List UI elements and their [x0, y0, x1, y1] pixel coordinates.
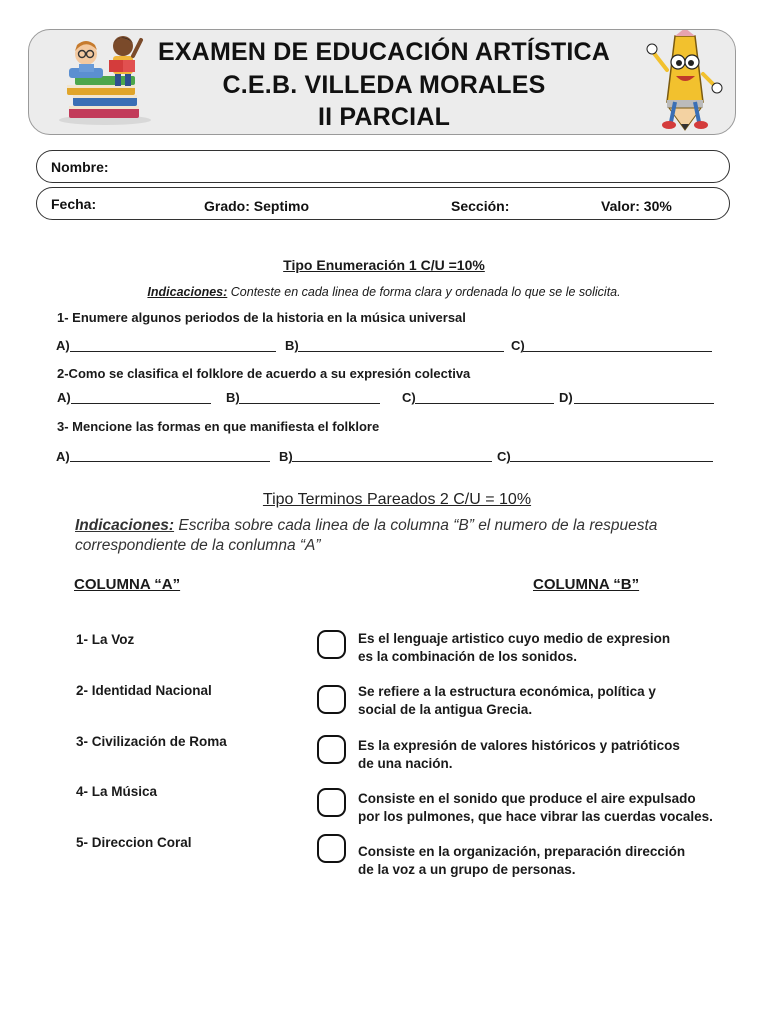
column-b-item-5 [358, 843, 685, 879]
q3-option-c-label: C) [497, 449, 511, 464]
answer-box-1[interactable] [317, 630, 346, 659]
q1-answer-b-line[interactable] [298, 351, 504, 352]
q2-option-d-label: D) [559, 390, 573, 405]
column-b-item-4-line-1: Consiste en el sonido que produce el aire expulsado [358, 791, 696, 806]
q2-answer-c-line[interactable] [415, 403, 554, 404]
q2-answer-d-line[interactable] [574, 403, 714, 404]
q3-answer-a-line[interactable] [70, 461, 270, 462]
section2-title: Tipo Terminos Pareados 2 C/U = 10% [262, 491, 532, 508]
column-b-item-2 [358, 683, 656, 719]
q2-answer-b-line[interactable] [239, 403, 380, 404]
question-3: 3- Mencione las formas en que manifiesta el folklore [57, 419, 380, 434]
q2-answer-a-line[interactable] [71, 403, 211, 404]
date-label: Fecha: [51, 196, 97, 212]
q1-option-c-label: C) [511, 338, 525, 353]
column-b-item-1 [358, 630, 670, 666]
column-b-item-5-line-2: de la voz a un grupo de personas. [358, 862, 576, 877]
column-b-item-3-line-2: de una nación. [358, 756, 453, 771]
answer-box-3[interactable] [317, 735, 346, 764]
column-b-item-4-line-2: por los pulmones, que hace vibrar las cuerdas vocales. [358, 809, 713, 824]
pencil-mascot-illustration [645, 30, 725, 134]
column-a-item-3: 3- Civilización de Roma [76, 734, 227, 749]
q3-option-a-label: A) [56, 449, 70, 464]
section1-instructions [0, 285, 768, 299]
q1-answer-a-line[interactable] [70, 351, 276, 352]
column-b-item-1-line-1: Es el lenguaje artistico cuyo medio de expresion [358, 631, 671, 646]
name-field[interactable] [36, 150, 730, 183]
column-b-item-3-line-1: Es la expresión de valores históricos y patrióticos [358, 738, 680, 753]
column-b-item-2-line-2: social de la antigua Grecia. [358, 702, 533, 717]
column-b-item-2-line-1: Se refiere a la estructura económica, política y [358, 684, 656, 699]
column-b-item-1-line-2: es la combinación de los sonidos. [358, 649, 578, 664]
section-label: Sección: [451, 198, 510, 214]
section2-instructions [75, 516, 657, 556]
column-a-item-1: 1- La Voz [76, 632, 135, 647]
q2-option-c-label: C) [402, 390, 416, 405]
column-b-item-4 [358, 790, 713, 826]
term-title: II PARCIAL [317, 103, 451, 131]
exam-title: EXAMEN DE EDUCACIÓN ARTÍSTICA [157, 38, 611, 66]
column-a-header: COLUMNA “A” [74, 576, 181, 593]
section1-instructions-text: Conteste en cada linea de forma clara y ordenada lo que se le solicita. [227, 285, 621, 299]
q2-option-b-label: B) [226, 390, 240, 405]
section2-instructions-text-1: Escriba sobre cada linea de la columna “B” el numero de la respuesta [174, 517, 658, 534]
value-label: Valor: 30% [601, 198, 672, 214]
section1-instructions-label: Indicaciones: [147, 285, 228, 299]
name-label: Nombre: [51, 159, 109, 175]
column-a-item-4: 4- La Música [76, 784, 158, 799]
q3-answer-c-line[interactable] [510, 461, 713, 462]
column-b-item-3 [358, 737, 680, 773]
q1-answer-c-line[interactable] [523, 351, 712, 352]
q3-answer-b-line[interactable] [292, 461, 492, 462]
q2-option-a-label: A) [57, 390, 71, 405]
question-2: 2-Como se clasifica el folklore de acuerdo a su expresión colectiva [57, 366, 471, 381]
question-1: 1- Enumere algunos periodos de la historia en la música universal [57, 310, 466, 325]
answer-box-2[interactable] [317, 685, 346, 714]
section2-instructions-text-2: correspondiente de la conlumna “A” [75, 537, 321, 554]
answer-box-4[interactable] [317, 788, 346, 817]
column-a-item-2: 2- Identidad Nacional [76, 683, 212, 698]
column-b-item-5-line-1: Consiste en la organización, preparación dirección [358, 844, 686, 859]
column-b-header: COLUMNA “B” [533, 576, 640, 593]
grade-label: Grado: Septimo [204, 198, 310, 214]
q3-option-b-label: B) [279, 449, 293, 464]
q1-option-b-label: B) [285, 338, 299, 353]
section1-title: Tipo Enumeración 1 C/U =10% [283, 257, 485, 273]
section2-instructions-label: Indicaciones: [75, 517, 175, 534]
column-a-item-5: 5- Direccion Coral [76, 835, 192, 850]
answer-box-5[interactable] [317, 834, 346, 863]
q1-option-a-label: A) [56, 338, 70, 353]
school-name: C.E.B. VILLEDA MORALES [222, 71, 546, 99]
